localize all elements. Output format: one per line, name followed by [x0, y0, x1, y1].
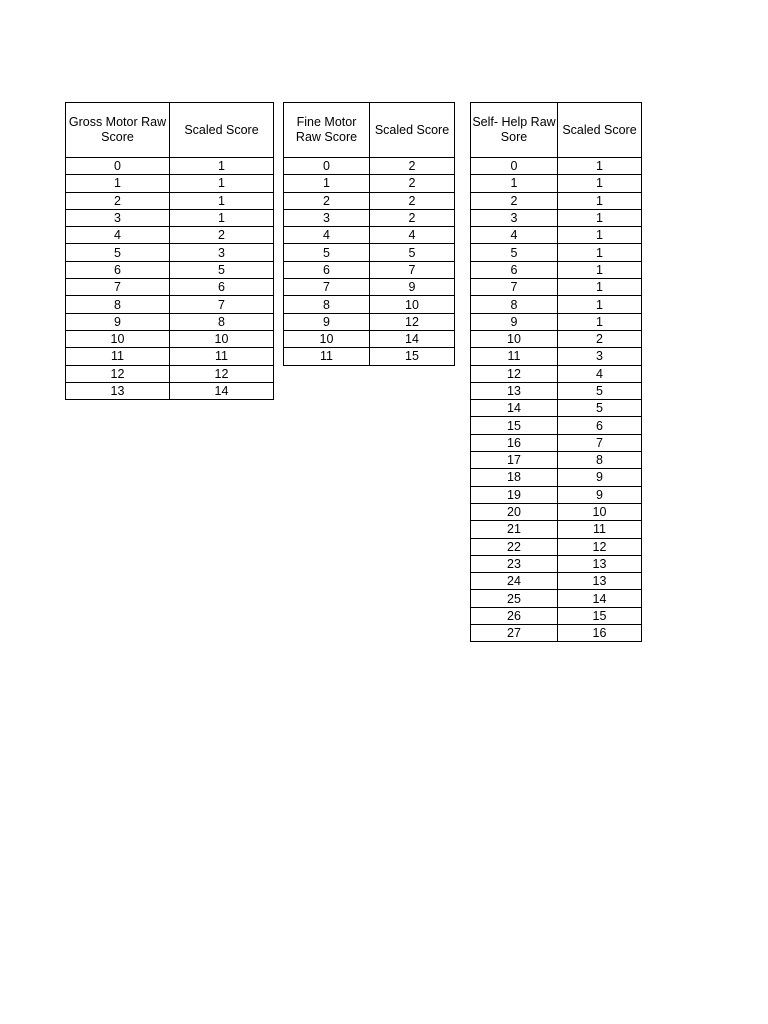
raw-score-cell: 24 [471, 573, 558, 590]
table-row [66, 365, 274, 382]
raw-score-cell: 8 [471, 296, 558, 313]
scaled-score-cell: 14 [370, 330, 455, 347]
scaled-score-cell: 8 [558, 452, 642, 469]
raw-score-cell: 19 [471, 486, 558, 503]
table-row [66, 330, 274, 347]
scaled-score-cell: 14 [558, 590, 642, 607]
raw-score-cell: 12 [66, 365, 170, 382]
raw-score-cell: 23 [471, 555, 558, 572]
raw-score-cell: 13 [471, 382, 558, 399]
raw-score-cell: 3 [66, 209, 170, 226]
scaled-score-cell: 7 [170, 296, 274, 313]
table-row [66, 192, 274, 209]
table-row [471, 209, 642, 226]
table-row [66, 313, 274, 330]
table-row [66, 348, 274, 365]
table-row [284, 192, 455, 209]
scaled-score-cell: 4 [558, 365, 642, 382]
raw-score-cell: 5 [66, 244, 170, 261]
raw-score-cell: 6 [284, 261, 370, 278]
table-row [284, 227, 455, 244]
raw-score-cell: 3 [471, 209, 558, 226]
scaled-score-cell: 1 [558, 158, 642, 175]
raw-score-cell: 8 [66, 296, 170, 313]
scaled-score-cell: 7 [558, 434, 642, 451]
scaled-score-cell: 13 [558, 573, 642, 590]
table-row [284, 330, 455, 347]
scaled-score-cell: 10 [558, 503, 642, 520]
raw-score-header: Self- Help Raw Sore [471, 103, 558, 158]
table-row [66, 158, 274, 175]
scaled-score-cell: 2 [370, 192, 455, 209]
raw-score-cell: 11 [66, 348, 170, 365]
table-row [471, 486, 642, 503]
raw-score-cell: 0 [284, 158, 370, 175]
table-row [284, 158, 455, 175]
scaled-score-cell: 2 [170, 227, 274, 244]
scaled-score-cell: 1 [558, 296, 642, 313]
raw-score-cell: 2 [471, 192, 558, 209]
scaled-score-cell: 1 [558, 261, 642, 278]
raw-score-cell: 15 [471, 417, 558, 434]
scaled-score-cell: 15 [370, 348, 455, 365]
scaled-score-cell: 1 [558, 209, 642, 226]
self-help-table [470, 102, 642, 642]
table-row [66, 209, 274, 226]
scaled-score-cell: 1 [170, 209, 274, 226]
scaled-score-cell: 1 [170, 158, 274, 175]
raw-score-header: Fine Motor Raw Score [284, 103, 370, 158]
table-row [471, 296, 642, 313]
table-row [471, 330, 642, 347]
scaled-score-cell: 1 [170, 192, 274, 209]
scaled-score-cell: 11 [558, 521, 642, 538]
scaled-score-cell: 5 [370, 244, 455, 261]
table-row [284, 313, 455, 330]
scaled-score-cell: 5 [558, 382, 642, 399]
header-row [471, 103, 642, 158]
scaled-score-header: Scaled Score [170, 103, 274, 158]
scaled-score-cell: 1 [558, 192, 642, 209]
raw-score-cell: 7 [471, 279, 558, 296]
raw-score-cell: 22 [471, 538, 558, 555]
table-row [66, 296, 274, 313]
raw-score-cell: 10 [66, 330, 170, 347]
table-row [471, 607, 642, 624]
raw-score-cell: 26 [471, 607, 558, 624]
raw-score-cell: 4 [471, 227, 558, 244]
scaled-score-cell: 1 [170, 175, 274, 192]
table-row [66, 227, 274, 244]
raw-score-header: Gross Motor Raw Score [66, 103, 170, 158]
raw-score-cell: 25 [471, 590, 558, 607]
scaled-score-cell: 1 [558, 175, 642, 192]
table-row [284, 296, 455, 313]
table-row [471, 590, 642, 607]
table-row [471, 382, 642, 399]
scaled-score-cell: 8 [170, 313, 274, 330]
scaled-score-cell: 12 [170, 365, 274, 382]
scaled-score-cell: 13 [558, 555, 642, 572]
table-row [471, 625, 642, 642]
raw-score-cell: 13 [66, 382, 170, 399]
scaled-score-cell: 2 [558, 330, 642, 347]
raw-score-cell: 14 [471, 400, 558, 417]
raw-score-cell: 1 [284, 175, 370, 192]
table-row [471, 417, 642, 434]
table-row [471, 244, 642, 261]
scaled-score-cell: 1 [558, 313, 642, 330]
raw-score-cell: 0 [471, 158, 558, 175]
raw-score-cell: 12 [471, 365, 558, 382]
scaled-score-cell: 12 [558, 538, 642, 555]
raw-score-cell: 0 [66, 158, 170, 175]
raw-score-cell: 9 [66, 313, 170, 330]
scaled-score-cell: 1 [558, 279, 642, 296]
table-row [471, 158, 642, 175]
raw-score-cell: 10 [471, 330, 558, 347]
scaled-score-cell: 15 [558, 607, 642, 624]
raw-score-cell: 21 [471, 521, 558, 538]
scaled-score-cell: 2 [370, 158, 455, 175]
table-row [66, 244, 274, 261]
raw-score-cell: 1 [471, 175, 558, 192]
table-row [284, 348, 455, 365]
table-row [66, 175, 274, 192]
raw-score-cell: 5 [471, 244, 558, 261]
raw-score-cell: 8 [284, 296, 370, 313]
raw-score-cell: 5 [284, 244, 370, 261]
raw-score-cell: 9 [284, 313, 370, 330]
scaled-score-header: Scaled Score [558, 103, 642, 158]
scaled-score-cell: 9 [558, 469, 642, 486]
table-row [471, 365, 642, 382]
scaled-score-cell: 5 [170, 261, 274, 278]
scaled-score-cell: 6 [170, 279, 274, 296]
table-row [471, 469, 642, 486]
table-row [471, 279, 642, 296]
scaled-score-cell: 9 [558, 486, 642, 503]
raw-score-cell: 6 [471, 261, 558, 278]
table-row [66, 261, 274, 278]
scaled-score-cell: 7 [370, 261, 455, 278]
scaled-score-cell: 11 [170, 348, 274, 365]
raw-score-cell: 20 [471, 503, 558, 520]
raw-score-cell: 17 [471, 452, 558, 469]
raw-score-cell: 1 [66, 175, 170, 192]
scaled-score-cell: 4 [370, 227, 455, 244]
table-row [284, 244, 455, 261]
scaled-score-cell: 1 [558, 244, 642, 261]
scaled-score-cell: 10 [370, 296, 455, 313]
table-row [284, 175, 455, 192]
scaled-score-header: Scaled Score [370, 103, 455, 158]
table-row [284, 261, 455, 278]
gross-motor-table [65, 102, 274, 400]
table-row [471, 521, 642, 538]
raw-score-cell: 7 [284, 279, 370, 296]
raw-score-cell: 7 [66, 279, 170, 296]
header-row [66, 103, 274, 158]
table-row [471, 452, 642, 469]
table-row [471, 227, 642, 244]
scaled-score-cell: 10 [170, 330, 274, 347]
table-row [471, 175, 642, 192]
fine-motor-table [283, 102, 455, 366]
scaled-score-cell: 9 [370, 279, 455, 296]
raw-score-cell: 4 [66, 227, 170, 244]
table-row [284, 279, 455, 296]
raw-score-cell: 27 [471, 625, 558, 642]
scaled-score-cell: 3 [170, 244, 274, 261]
raw-score-cell: 11 [471, 348, 558, 365]
table-row [284, 209, 455, 226]
table-row [471, 538, 642, 555]
scaled-score-cell: 2 [370, 175, 455, 192]
raw-score-cell: 2 [66, 192, 170, 209]
scaled-score-cell: 3 [558, 348, 642, 365]
raw-score-cell: 10 [284, 330, 370, 347]
raw-score-cell: 11 [284, 348, 370, 365]
scaled-score-cell: 14 [170, 382, 274, 399]
table-row [66, 279, 274, 296]
table-row [471, 555, 642, 572]
table-row [471, 261, 642, 278]
scaled-score-cell: 16 [558, 625, 642, 642]
table-row [471, 434, 642, 451]
table-row [471, 313, 642, 330]
scaled-score-cell: 5 [558, 400, 642, 417]
raw-score-cell: 6 [66, 261, 170, 278]
table-row [471, 348, 642, 365]
raw-score-cell: 9 [471, 313, 558, 330]
raw-score-cell: 16 [471, 434, 558, 451]
header-row [284, 103, 455, 158]
table-row [471, 503, 642, 520]
scaled-score-cell: 12 [370, 313, 455, 330]
raw-score-cell: 18 [471, 469, 558, 486]
table-row [471, 573, 642, 590]
table-row [471, 192, 642, 209]
raw-score-cell: 2 [284, 192, 370, 209]
table-row [471, 400, 642, 417]
scaled-score-cell: 6 [558, 417, 642, 434]
raw-score-cell: 3 [284, 209, 370, 226]
table-row [66, 382, 274, 399]
scaled-score-cell: 2 [370, 209, 455, 226]
scaled-score-cell: 1 [558, 227, 642, 244]
raw-score-cell: 4 [284, 227, 370, 244]
